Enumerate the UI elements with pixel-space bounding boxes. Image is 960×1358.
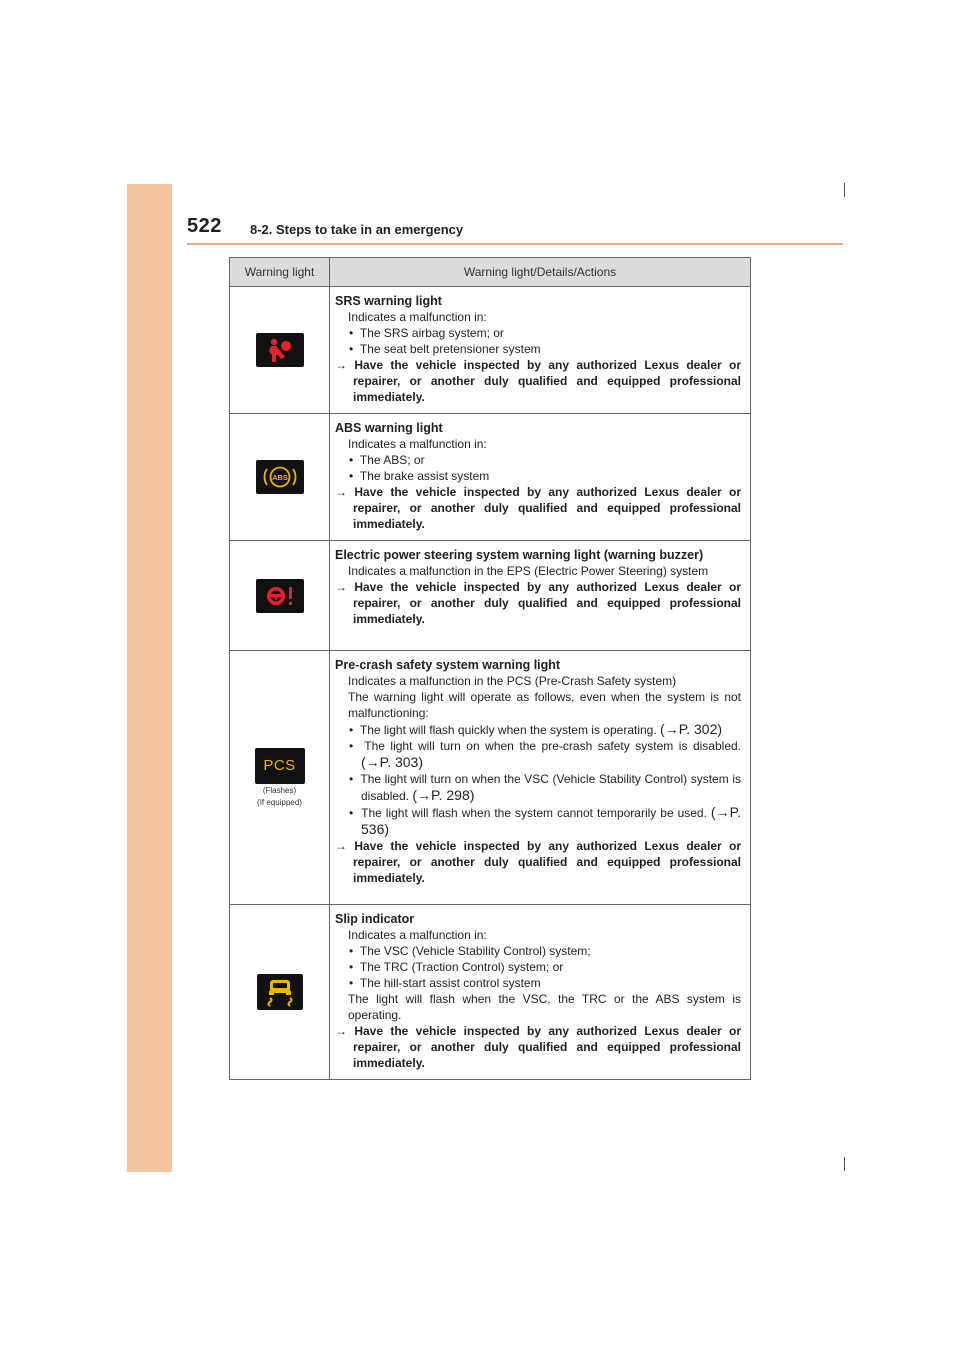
- list-item: • The VSC (Vehicle Stability Control) system;: [349, 944, 591, 958]
- icon-cell: [230, 287, 330, 414]
- list-item: • The SRS airbag system; or: [349, 326, 504, 340]
- svg-text:ABS: ABS: [271, 473, 288, 482]
- abs-icon: [256, 460, 304, 494]
- page-reference: (→P. 298): [412, 787, 475, 803]
- page-reference: (→P. 303): [361, 754, 423, 770]
- light-title: Pre-crash safety system warning light: [335, 658, 561, 672]
- list-item: • The ABS; or: [349, 453, 425, 467]
- crop-mark-bottom: [844, 1157, 845, 1171]
- column-header-warning-light: Warning light: [230, 258, 330, 287]
- action-text: → Have the vehicle inspected by any authorized Lexus dealer or repairer, or another duly qualified and equipped professional immediately.: [335, 1024, 741, 1070]
- details-cell: [330, 414, 751, 541]
- light-title: Slip indicator: [335, 912, 415, 926]
- action-text: → Have the vehicle inspected by any authorized Lexus dealer or repairer, or another duly qualified and equipped professional immediately.: [335, 358, 741, 404]
- list-item: • The brake assist system: [349, 469, 490, 483]
- page-reference: (→P. 302): [660, 721, 723, 737]
- header-rule: [187, 243, 843, 245]
- action-text: → Have the vehicle inspected by any authorized Lexus dealer or repairer, or another duly qualified and equipped professional immediately.: [335, 839, 741, 885]
- table-row: [230, 651, 751, 905]
- icon-cell: [230, 905, 330, 1080]
- column-header-details: Warning light/Details/Actions: [330, 258, 751, 287]
- action-text: → Have the vehicle inspected by any authorized Lexus dealer or repairer, or another duly qualified and equipped professional immediately.: [335, 580, 741, 626]
- list-item: • The hill-start assist control system: [349, 976, 541, 990]
- light-intro: Indicates a malfunction in the PCS (Pre-Crash Safety system): [348, 674, 677, 688]
- list-item: • The TRC (Traction Control) system; or: [349, 960, 564, 974]
- table-row: [230, 541, 751, 651]
- flashes-note: (Flashes): [262, 785, 297, 795]
- light-title: ABS warning light: [335, 421, 443, 435]
- action-text: → Have the vehicle inspected by any authorized Lexus dealer or repairer, or another duly qualified and equipped professional immediately.: [335, 485, 741, 531]
- warning-light-table: [229, 257, 751, 1080]
- light-intro-2: The light will flash when the VSC, the TRC or the ABS system is operating.: [348, 992, 741, 1022]
- light-intro: Indicates a malfunction in:: [348, 928, 487, 942]
- table-row: [230, 287, 751, 414]
- page-number: 522: [187, 215, 222, 237]
- icon-cell: [230, 414, 330, 541]
- light-title: Electric power steering system warning light (warning buzzer): [335, 548, 704, 562]
- section-title: 8-2. Steps to take in an emergency: [250, 222, 464, 237]
- steering-wheel-warning-icon: [256, 579, 304, 613]
- table-header-row: [230, 258, 751, 287]
- light-title: SRS warning light: [335, 294, 442, 308]
- list-item: • The light will turn on when the pre-crash safety system is disabled. (→P. 303): [349, 739, 742, 770]
- list-item: • The light will flash when the system cannot temporarily be used. (→P. 536): [349, 804, 741, 837]
- details-cell: [330, 287, 751, 414]
- slip-indicator-icon: [257, 974, 303, 1010]
- light-intro: Indicates a malfunction in:: [348, 437, 487, 451]
- details-cell: [330, 541, 751, 651]
- details-cell: [330, 651, 751, 905]
- chapter-color-band: [127, 184, 172, 1172]
- if-equipped-note: (If equipped): [257, 797, 302, 807]
- light-intro: Indicates a malfunction in the EPS (Electric Power Steering) system: [348, 564, 709, 578]
- list-item: • The seat belt pretensioner system: [349, 342, 541, 356]
- page-reference: (→P. 536): [361, 804, 741, 837]
- icon-cell: [230, 651, 330, 905]
- light-intro: Indicates a malfunction in:: [348, 310, 487, 324]
- details-cell: [330, 905, 751, 1080]
- pcs-icon: PCS: [255, 748, 305, 784]
- icon-cell: [230, 541, 330, 651]
- list-item: • The light will turn on when the VSC (Vehicle Stability Control) system is disabled. (→P. 298): [349, 772, 741, 803]
- table-row: [230, 905, 751, 1080]
- light-intro-2: The warning light will operate as follows, even when the system is not malfunctioning:: [348, 690, 741, 720]
- table-row: [230, 414, 751, 541]
- list-item: • The light will flash quickly when the system is operating. (→P. 302): [349, 721, 723, 737]
- srs-airbag-icon: [256, 333, 304, 367]
- crop-mark-top: [844, 183, 845, 197]
